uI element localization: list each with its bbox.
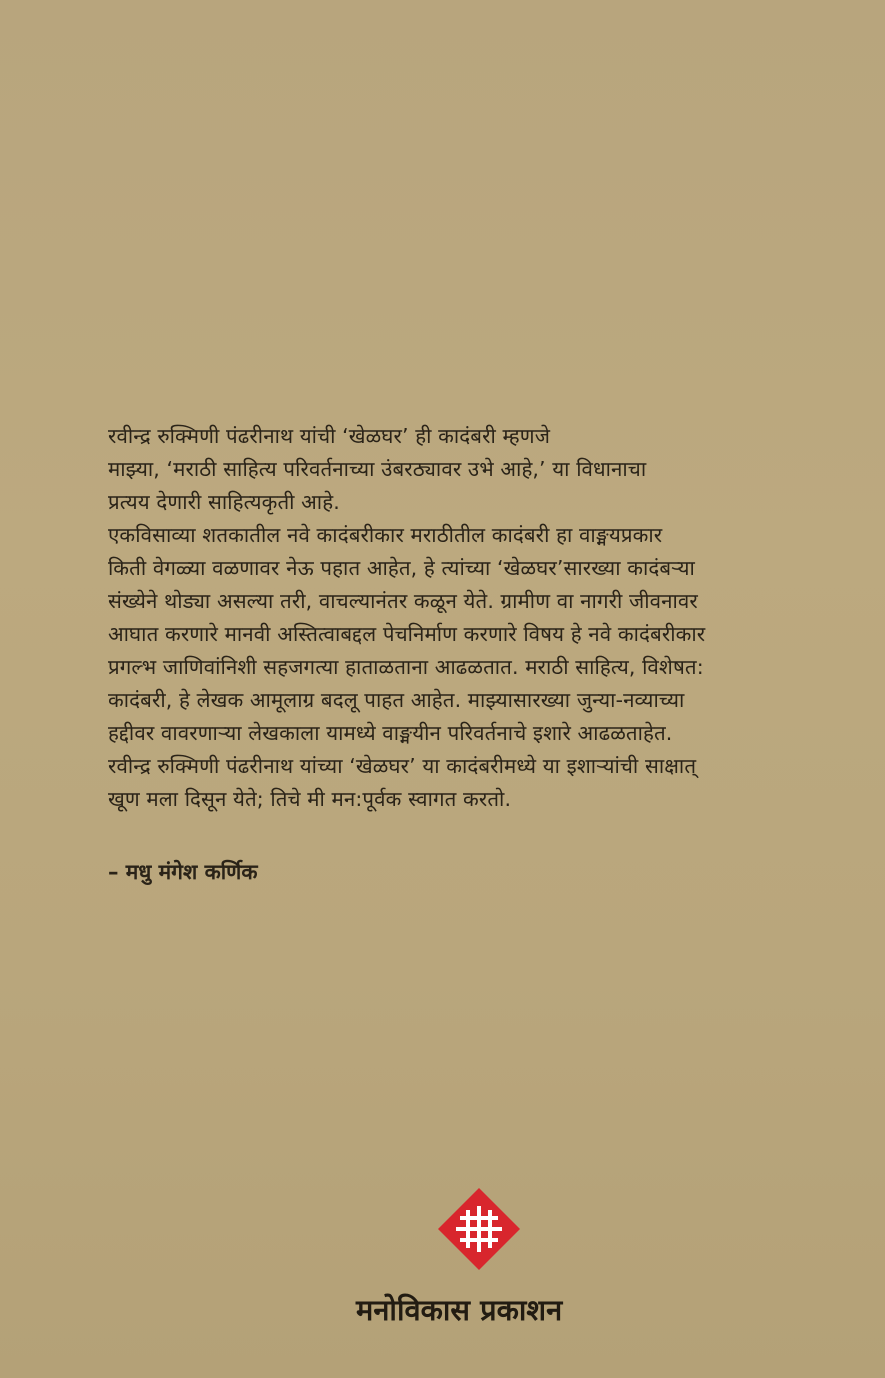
blurb-line: हद्दीवर वावरणाऱ्या लेखकाला यामध्ये वाङ्मयीन परिवर्तनाचे इशारे आढळताहेत. [108, 721, 673, 745]
blurb-line: प्रगल्भ जाणिवांनिशी सहजगत्या हाताळताना आढळतात. मराठी साहित्य, विशेषत: [108, 655, 704, 679]
author-signature: – मधु मंगेश कर्णिक [108, 860, 258, 884]
blurb-line: किती वेगळ्या वळणावर नेऊ पहात आहेत, हे त्यांच्या ‘खेळघर’सारख्या कादंबऱ्या [108, 556, 695, 580]
publisher-logo-graphic [438, 1188, 520, 1270]
blurb-text [108, 420, 843, 816]
blurb-paragraph [108, 420, 843, 816]
blurb-line: खूण मला दिसून येते; तिचे मी मन:पूर्वक स्वागत करतो. [108, 787, 512, 811]
blurb-line: संख्येने थोड्या असल्या तरी, वाचल्यानंतर कळून येते. ग्रामीण वा नागरी जीवनावर [108, 589, 698, 613]
blurb-line: आघात करणारे मानवी अस्तित्वाबद्दल पेचनिर्माण करणारे विषय हे नवे कादंबरीकार [108, 622, 706, 646]
blurb-line: प्रत्यय देणारी साहित्यकृती आहे. [108, 490, 340, 514]
blurb-line: माझ्या, ‘मराठी साहित्य परिवर्तनाच्या उंबरठ्यावर उभे आहे,’ या विधानाचा [108, 457, 647, 481]
blurb-line: रवीन्द्र रुक्मिणी पंढरीनाथ यांच्या ‘खेळघर’ या कादंबरीमध्ये या इशाऱ्यांची साक्षात् [108, 754, 697, 778]
blurb-line: एकविसाव्या शतकातील नवे कादंबरीकार मराठीतील कादंबरी हा वाङ्मयप्रकार [108, 523, 663, 547]
blurb-line: रवीन्द्र रुक्मिणी पंढरीनाथ यांची ‘खेळघर’ ही कादंबरी म्हणजे [108, 424, 551, 448]
blurb-line: कादंबरी, हे लेखक आमूलाग्र बदलू पाहत आहेत. माझ्यासारख्या जुन्या-नव्याच्या [108, 688, 685, 712]
publisher-logo-icon [438, 1188, 520, 1270]
publisher-name: मनोविकास प्रकाशन [356, 1293, 563, 1327]
